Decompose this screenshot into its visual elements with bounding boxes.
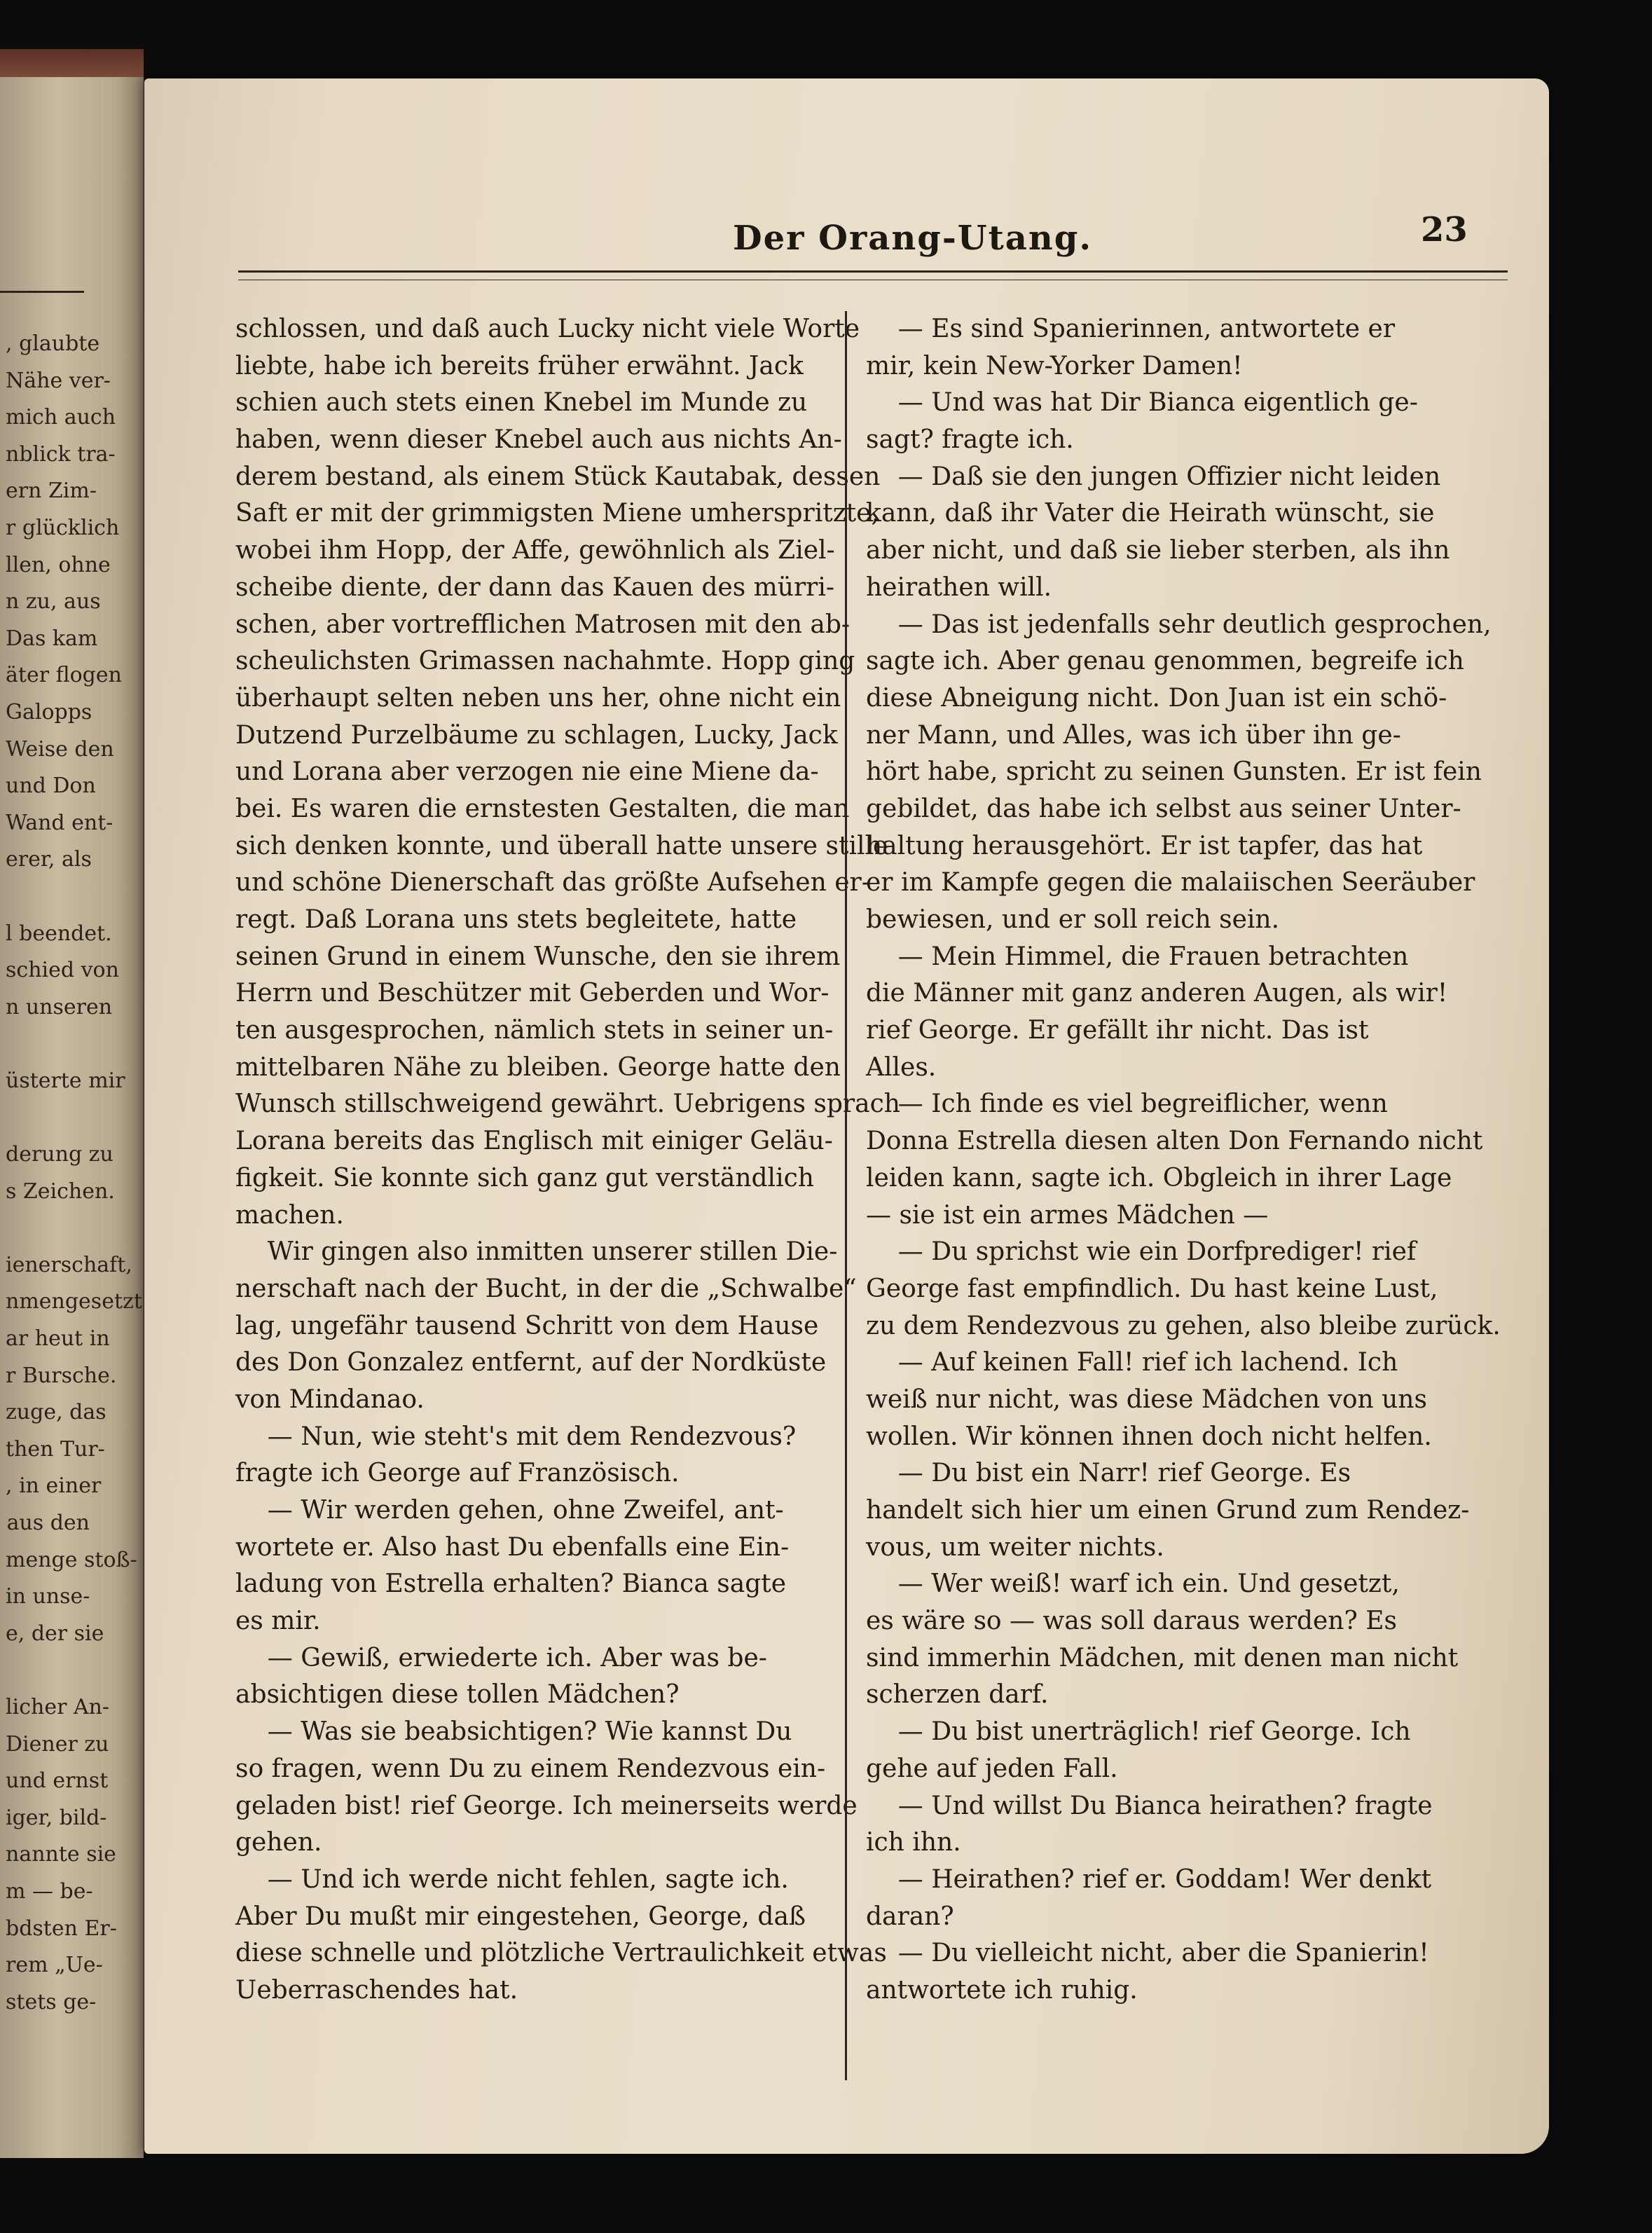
- text-line: — Und ich werde nicht fehlen, sagte ich.: [235, 1864, 789, 1894]
- text-line: derem bestand, als einem Stück Kautabak, dessen: [235, 462, 881, 491]
- text-line: zu dem Rendezvous zu gehen, also bleibe zurück.: [866, 1311, 1501, 1340]
- text-line: gebildet, das habe ich selbst aus seiner Unter-: [866, 794, 1461, 823]
- text-line: rief George. Er gefällt ihr nicht. Das ist: [866, 1016, 1369, 1045]
- facing-page-line: Diener zu: [6, 1731, 109, 1757]
- text-line: haben, wenn dieser Knebel auch aus nichts An-: [235, 425, 842, 455]
- facing-page-line: Wand ent-: [6, 810, 113, 835]
- text-line: — Wer weiß! warf ich ein. Und gesetzt,: [866, 1569, 1400, 1599]
- text-line: — Es sind Spanierinnen, antwortete er: [866, 315, 1396, 343]
- header-double-rule: [238, 270, 1508, 280]
- text-line: sind immerhin Mädchen, mit denen man nicht: [866, 1643, 1459, 1672]
- text-line: und Lorana aber verzogen nie eine Miene da-: [235, 757, 819, 787]
- text-line: kann, daß ihr Vater die Heirath wünscht, sie: [866, 499, 1435, 528]
- book-cover-edge: [0, 49, 144, 77]
- facing-page-line: s Zeichen.: [6, 1179, 115, 1204]
- text-line: mittelbaren Nähe zu bleiben. George hatte den: [235, 1052, 841, 1082]
- facing-page-line: menge stoß-: [6, 1547, 137, 1572]
- text-line: fragte ich George auf Französisch.: [235, 1459, 680, 1488]
- text-line: diese schnelle und plötzliche Vertraulichkeit etwas: [235, 1939, 887, 1968]
- text-line: es wäre so — was soll daraus werden? Es: [866, 1607, 1397, 1636]
- facing-page-line: zuge, das: [6, 1400, 106, 1425]
- text-line: gehe auf jeden Fall.: [866, 1754, 1118, 1783]
- text-line: geladen bist! rief George. Ich meinerseits werde: [235, 1791, 858, 1820]
- text-line: — Auf keinen Fall! rief ich lachend. Ich: [866, 1348, 1398, 1377]
- text-line: scheibe diente, der dann das Kauen des mürri-: [235, 572, 835, 602]
- text-line: er im Kampfe gegen die malaiischen Seeräuber: [866, 868, 1475, 898]
- text-line: von Mindanao.: [235, 1385, 425, 1414]
- text-line: schen, aber vortrefflichen Matrosen mit den ab-: [235, 610, 851, 639]
- facing-page-line: in unse-: [6, 1584, 90, 1609]
- facing-page-line: licher An-: [6, 1694, 110, 1719]
- text-line: diese Abneigung nicht. Don Juan ist ein schö-: [866, 683, 1447, 713]
- text-line: Wunsch stillschweigend gewährt. Uebrigens sprach: [235, 1090, 900, 1119]
- column-divider: [845, 311, 847, 2080]
- text-line: weiß nur nicht, was diese Mädchen von uns: [866, 1385, 1427, 1414]
- facing-page-line: Das kam: [6, 626, 98, 651]
- running-header-title: Der Orang-Utang.: [733, 219, 1093, 258]
- facing-page-header-rule: [0, 291, 84, 293]
- facing-page-line: e, der sie: [6, 1621, 104, 1646]
- facing-page-line: llen, ohne: [6, 552, 111, 577]
- facing-page-line: äter flogen: [6, 663, 122, 688]
- facing-page-line: , glaubte: [6, 331, 100, 356]
- facing-page-line: ern Zim-: [6, 479, 97, 504]
- text-line: — Du bist unerträglich! rief George. Ich: [866, 1717, 1411, 1747]
- facing-page-line: [6, 879, 90, 916]
- text-line: — Das ist jedenfalls sehr deutlich gesprochen,: [866, 610, 1492, 639]
- text-line: wobei ihm Hopp, der Affe, gewöhnlich als Ziel-: [235, 536, 835, 565]
- text-line: — Wir werden gehen, ohne Zweifel, ant-: [235, 1496, 784, 1525]
- text-line: — Du bist ein Narr! rief George. Es: [866, 1459, 1351, 1488]
- text-line: — Mein Himmel, die Frauen betrachten: [866, 942, 1409, 971]
- text-line: ten ausgesprochen, nämlich stets in seiner un-: [235, 1016, 834, 1045]
- facing-page-line: schied von: [6, 958, 119, 983]
- facing-page-line: m — be-: [6, 1878, 93, 1904]
- text-line: scheulichsten Grimassen nachahmte. Hopp ging: [235, 647, 855, 676]
- facing-page-line: Nähe ver-: [6, 368, 111, 393]
- text-line: seinen Grund in einem Wunsche, den sie ihrem: [235, 942, 841, 971]
- text-line: machen.: [235, 1200, 344, 1230]
- facing-page-line: nblick tra-: [6, 441, 116, 467]
- text-line: ich ihn.: [866, 1828, 961, 1857]
- text-line: haltung herausgehört. Er ist tapfer, das hat: [866, 831, 1423, 860]
- text-line: vous, um weiter nichts.: [866, 1532, 1164, 1562]
- text-line: Lorana bereits das Englisch mit einiger Geläu-: [235, 1127, 833, 1156]
- text-line: Herrn und Beschützer mit Geberden und Wor-: [235, 979, 830, 1008]
- text-line: gehen.: [235, 1828, 322, 1857]
- text-line: antwortete ich ruhig.: [866, 1975, 1138, 2005]
- text-line: — Und willst Du Bianca heirathen? fragte: [866, 1791, 1433, 1820]
- text-line: Dutzend Purzelbäume zu schlagen, Lucky, Jack: [235, 720, 838, 750]
- facing-page-line: und Don: [6, 774, 96, 799]
- facing-page-line: üsterte mir: [6, 1068, 125, 1093]
- text-line: — Was sie beabsichtigen? Wie kannst Du: [235, 1717, 792, 1747]
- facing-page-line: erer, als: [6, 847, 92, 872]
- text-line: — Ich finde es viel begreiflicher, wenn: [866, 1090, 1388, 1119]
- text-line: lag, ungefähr tausend Schritt von dem Hause: [235, 1311, 819, 1340]
- text-line: es mir.: [235, 1607, 321, 1636]
- facing-page-line: r glücklich: [6, 515, 120, 540]
- facing-page-line: ar heut in: [6, 1326, 110, 1352]
- text-column-left: [235, 311, 900, 2009]
- facing-page-line: [6, 1210, 90, 1247]
- text-line: sagte ich. Aber genau genommen, begreife ich: [866, 647, 1464, 676]
- text-line: — sie ist ein armes Mädchen —: [866, 1200, 1269, 1230]
- text-line: überhaupt selten neben uns her, ohne nicht ein: [235, 683, 841, 713]
- text-line: handelt sich hier um einen Grund zum Rendez-: [866, 1496, 1470, 1525]
- facing-page-fragment: [0, 49, 144, 2158]
- facing-page-line: stets ge-: [6, 1989, 97, 2014]
- text-line: wollen. Wir können ihnen doch nicht helfen.: [866, 1422, 1432, 1451]
- text-line: Ueberraschendes hat.: [235, 1975, 518, 2005]
- facing-page-line: Weise den: [6, 736, 114, 762]
- text-line: Saft er mit der grimmigsten Miene umherspritzte,: [235, 499, 879, 528]
- text-line: wortete er. Also hast Du ebenfalls eine Ein-: [235, 1532, 790, 1562]
- page-number: 23: [1421, 210, 1468, 249]
- facing-page-line: ienerschaft,: [6, 1252, 132, 1277]
- facing-page-line: derung zu: [6, 1142, 113, 1167]
- facing-page-line: then Tur-: [6, 1436, 105, 1462]
- text-line: regt. Daß Lorana uns stets begleitete, hatte: [235, 905, 797, 934]
- text-line: — Du sprichst wie ein Dorfprediger! rief: [866, 1237, 1417, 1267]
- facing-page-line: mich auch: [6, 405, 116, 430]
- text-line: scherzen darf.: [866, 1680, 1049, 1710]
- facing-page-line: n zu, aus: [6, 589, 101, 614]
- text-line: schien auch stets einen Knebel im Munde zu: [235, 388, 808, 418]
- text-line: aber nicht, und daß sie lieber sterben, als ihn: [866, 536, 1450, 565]
- text-line: daran?: [866, 1902, 954, 1931]
- text-line: — Nun, wie steht's mit dem Rendezvous?: [235, 1422, 797, 1451]
- text-line: figkeit. Sie konnte sich ganz gut verständlich: [235, 1163, 814, 1193]
- text-line: hört habe, spricht zu seinen Gunsten. Er ist fein: [866, 757, 1482, 787]
- text-line: so fragen, wenn Du zu einem Rendezvous ein-: [235, 1754, 826, 1783]
- text-line: ladung von Estrella erhalten? Bianca sagte: [235, 1569, 787, 1599]
- facing-page-line: n unseren: [6, 994, 113, 1019]
- facing-page-line: Galopps: [6, 699, 92, 724]
- facing-page-line: [6, 1026, 90, 1063]
- text-line: schlossen, und daß auch Lucky nicht viele Worte: [235, 315, 860, 343]
- book-page: [144, 78, 1549, 2154]
- facing-page-line: aus den: [6, 1511, 90, 1535]
- text-line: — Und was hat Dir Bianca eigentlich ge-: [866, 388, 1418, 418]
- text-line: Alles.: [866, 1052, 937, 1082]
- text-line: sagt? fragte ich.: [866, 425, 1074, 455]
- facing-page-line: r Bursche.: [6, 1363, 117, 1388]
- facing-page-line: nmengesetzt: [6, 1289, 142, 1314]
- text-line: und schöne Dienerschaft das größte Aufsehen er-: [235, 868, 870, 898]
- facing-page-line: l beendet.: [6, 921, 112, 946]
- text-line: sich denken konnte, und überall hatte unsere stille: [235, 831, 888, 860]
- text-line: — Du vielleicht nicht, aber die Spanierin!: [866, 1939, 1429, 1968]
- text-line: ner Mann, und Alles, was ich über ihn ge-: [866, 720, 1401, 750]
- text-line: — Gewiß, erwiederte ich. Aber was be-: [235, 1643, 767, 1672]
- text-line: liebte, habe ich bereits früher erwähnt. Jack: [235, 351, 804, 380]
- text-column-right: [866, 311, 1501, 2009]
- text-line: bei. Es waren die ernstesten Gestalten, die man: [235, 794, 850, 823]
- text-line: — Daß sie den jungen Offizier nicht leiden: [866, 462, 1441, 491]
- text-line: mir, kein New-Yorker Damen!: [866, 351, 1243, 380]
- text-line: des Don Gonzalez entfernt, auf der Nordküste: [235, 1348, 827, 1377]
- facing-page-line: nannte sie: [6, 1842, 116, 1867]
- text-line: — Heirathen? rief er. Goddam! Wer denkt: [866, 1864, 1432, 1894]
- text-line: die Männer mit ganz anderen Augen, als wir!: [866, 979, 1448, 1008]
- facing-page-line: rem „Ue-: [6, 1953, 103, 1978]
- facing-page-line: , in einer: [6, 1473, 102, 1499]
- text-line: Wir gingen also inmitten unserer stillen Die-: [235, 1237, 838, 1267]
- facing-page-line: [6, 1099, 90, 1136]
- facing-page-line: und ernst: [6, 1768, 109, 1794]
- text-line: absichtigen diese tollen Mädchen?: [235, 1680, 680, 1710]
- facing-page-text: [6, 326, 142, 2021]
- text-line: bewiesen, und er soll reich sein.: [866, 905, 1280, 934]
- text-line: Aber Du mußt mir eingestehen, George, daß: [235, 1902, 806, 1931]
- text-line: leiden kann, sagte ich. Obgleich in ihrer Lage: [866, 1163, 1452, 1193]
- facing-page-line: iger, bild-: [6, 1805, 107, 1830]
- text-line: George fast empfindlich. Du hast keine Lust,: [866, 1274, 1438, 1303]
- facing-page-line: [6, 1652, 90, 1689]
- text-line: Donna Estrella diesen alten Don Fernando nicht: [866, 1127, 1483, 1156]
- text-line: heirathen will.: [866, 572, 1052, 602]
- facing-page-line: bdsten Er-: [6, 1916, 117, 1941]
- text-line: nerschaft nach der Bucht, in der die „Schwalbe“: [235, 1274, 857, 1303]
